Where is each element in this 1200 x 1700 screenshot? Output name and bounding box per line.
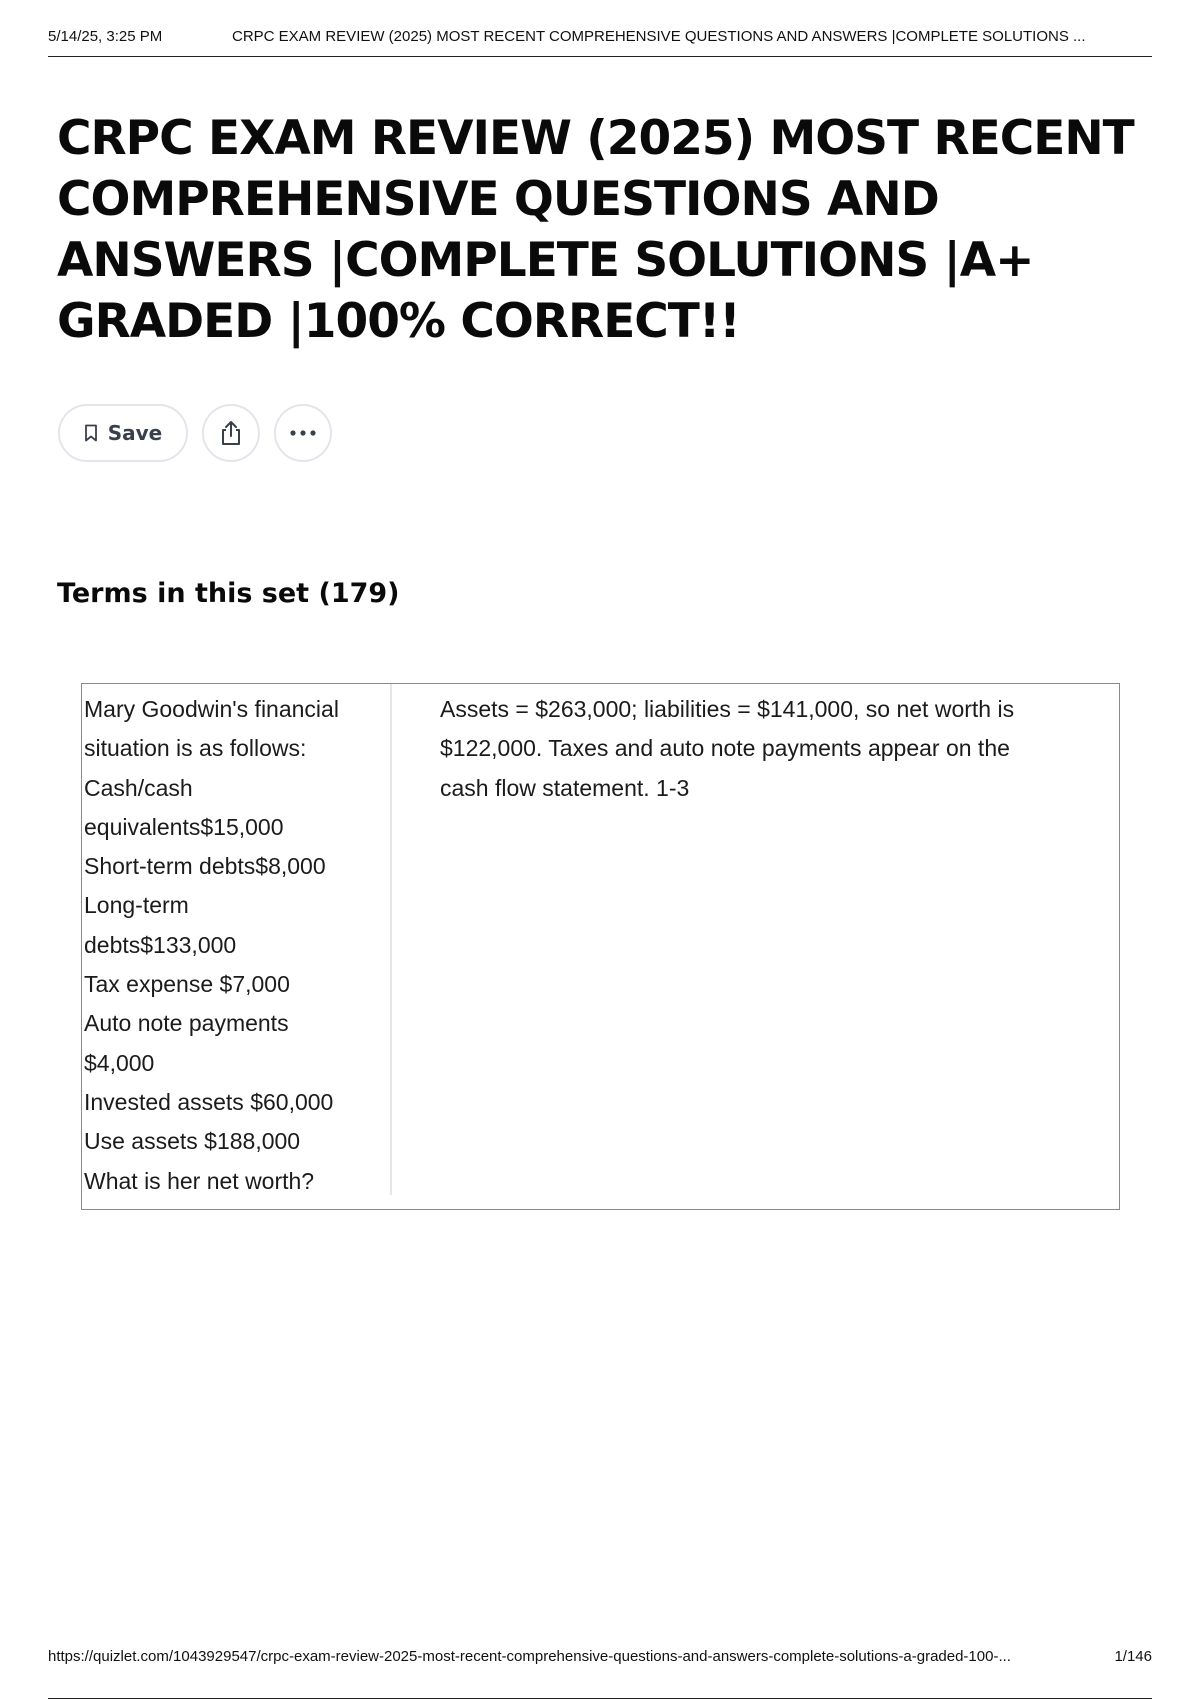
term-line: Auto note payments xyxy=(84,1010,289,1037)
term-line: What is her net worth? xyxy=(84,1167,315,1194)
print-doc-title: CRPC EXAM REVIEW (2025) MOST RECENT COMPREHENSIVE QUESTIONS AND ANSWERS |COMPLETE SOLUTIONS ... xyxy=(232,28,1086,45)
page-title: CRPC EXAM REVIEW (2025) MOST RECENT COMPREHENSIVE QUESTIONS AND ANSWERS |COMPLETE SOLUTIONS |A+ GRADED |100% CORRECT!! xyxy=(57,111,1134,349)
definition-text: Assets = $263,000; liabilities = $141,000, so net worth is $122,000. Taxes and auto note payments appear on the cash flow statement. 1-3 xyxy=(440,696,1015,801)
page-count: 1/146 xyxy=(1114,1648,1152,1665)
term-text xyxy=(82,684,392,1195)
print-footer xyxy=(48,1648,1152,1699)
share-button[interactable] xyxy=(202,404,260,462)
print-header xyxy=(48,28,1152,57)
term-line: Use assets $188,000 xyxy=(84,1128,301,1155)
terms-heading: Terms in this set (179) xyxy=(57,578,400,609)
bookmark-icon xyxy=(84,424,98,442)
term-line: $4,000 xyxy=(84,1049,155,1076)
save-button-label: Save xyxy=(107,421,163,445)
term-line: Short-term debts$8,000 xyxy=(84,853,326,880)
term-line: Mary Goodwin's financial xyxy=(84,696,339,722)
term-line: Long-term xyxy=(84,892,189,919)
term-line: Tax expense $7,000 xyxy=(84,971,290,998)
more-icon xyxy=(289,429,317,437)
action-bar xyxy=(58,404,332,462)
term-line: debts$133,000 xyxy=(84,931,237,958)
term-line: Invested assets $60,000 xyxy=(84,1088,334,1115)
term-line: Cash/cash xyxy=(84,774,193,801)
term-line: equivalents$15,000 xyxy=(84,813,284,840)
more-options-button[interactable] xyxy=(274,404,332,462)
save-button[interactable] xyxy=(58,404,188,462)
share-icon xyxy=(218,419,244,447)
term-card xyxy=(81,683,1120,1210)
term-line: situation is as follows: xyxy=(84,735,307,762)
print-url: https://quizlet.com/1043929547/crpc-exam-review-2025-most-recent-comprehensive-questions-and-answers-complete-solutions-a-graded-100-... xyxy=(48,1648,1011,1665)
print-date: 5/14/25, 3:25 PM xyxy=(48,28,163,45)
